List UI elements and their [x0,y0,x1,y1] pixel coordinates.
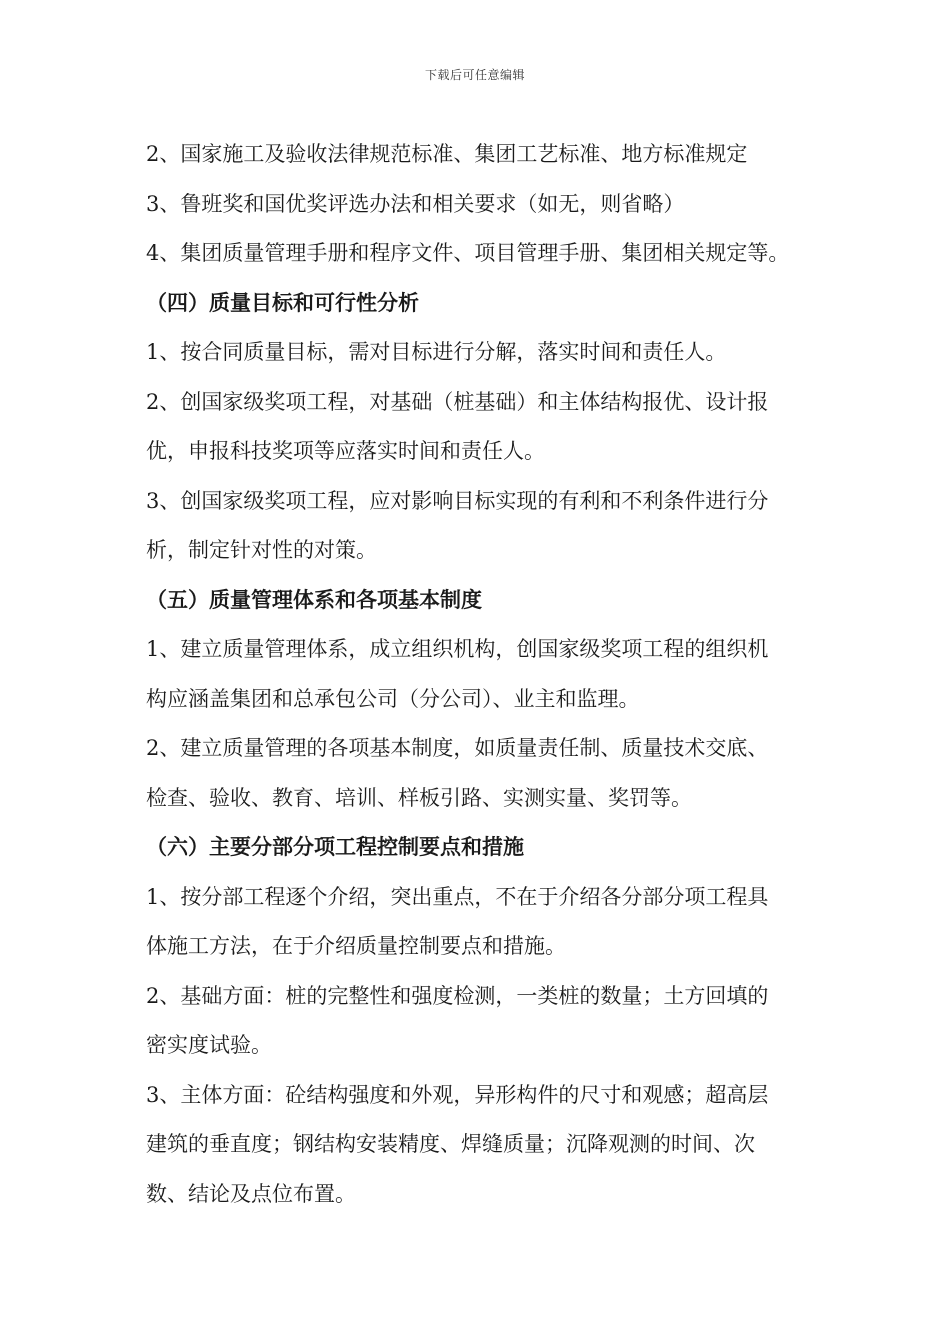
body-line: 3、鲁班奖和国优奖评选办法和相关要求（如无，则省略） [146,191,685,216]
body-line: 析，制定针对性的对策。 [146,538,377,562]
body-line: 2、建立质量管理的各项基本制度，如质量责任制、质量技术交底、 [146,736,769,760]
body-line: 2、基础方面：桩的完整性和强度检测，一类桩的数量；土方回填的 [146,983,769,1008]
body-line: 建筑的垂直度；钢结构安装精度、焊缝质量；沉降观测的时间、次 [146,1132,755,1156]
section-heading: （四）质量目标和可行性分析 [146,290,419,315]
body-line: 1、按合同质量目标，需对目标进行分解，落实时间和责任人。 [146,340,727,364]
body-line: 体施工方法，在于介绍质量控制要点和措施。 [146,934,566,958]
body-line: 检查、验收、教育、培训、样板引路、实测实量、奖罚等。 [146,785,692,810]
body-line: 构应涵盖集团和总承包公司（分公司）、业主和监理。 [146,686,640,711]
document-body [146,130,826,1219]
body-line: 1、建立质量管理体系，成立组织机构，创国家级奖项工程的组织机 [146,637,769,661]
body-line: 3、主体方面：砼结构强度和外观，异形构件的尺寸和观感；超高层 [146,1082,769,1107]
page-header: 下载后可任意编辑 [424,68,525,82]
section-heading: （六）主要分部分项工程控制要点和措施 [146,835,524,859]
section-heading: （五）质量管理体系和各项基本制度 [146,587,482,612]
body-line: 2、国家施工及验收法律规范标准、集团工艺标准、地方标准规定 [146,142,748,166]
body-line: 2、创国家级奖项工程，对基础（桩基础）和主体结构报优、设计报 [146,389,769,414]
body-line: 密实度试验。 [146,1033,272,1057]
body-line: 4、集团质量管理手册和程序文件、项目管理手册、集团相关规定等。 [146,241,790,265]
body-line: 1、按分部工程逐个介绍，突出重点，不在于介绍各分部分项工程具 [146,884,769,909]
body-line: 优，申报科技奖项等应落实时间和责任人。 [146,439,545,463]
body-line: 3、创国家级奖项工程，应对影响目标实现的有利和不利条件进行分 [146,488,769,513]
body-line: 数、结论及点位布置。 [146,1181,356,1206]
